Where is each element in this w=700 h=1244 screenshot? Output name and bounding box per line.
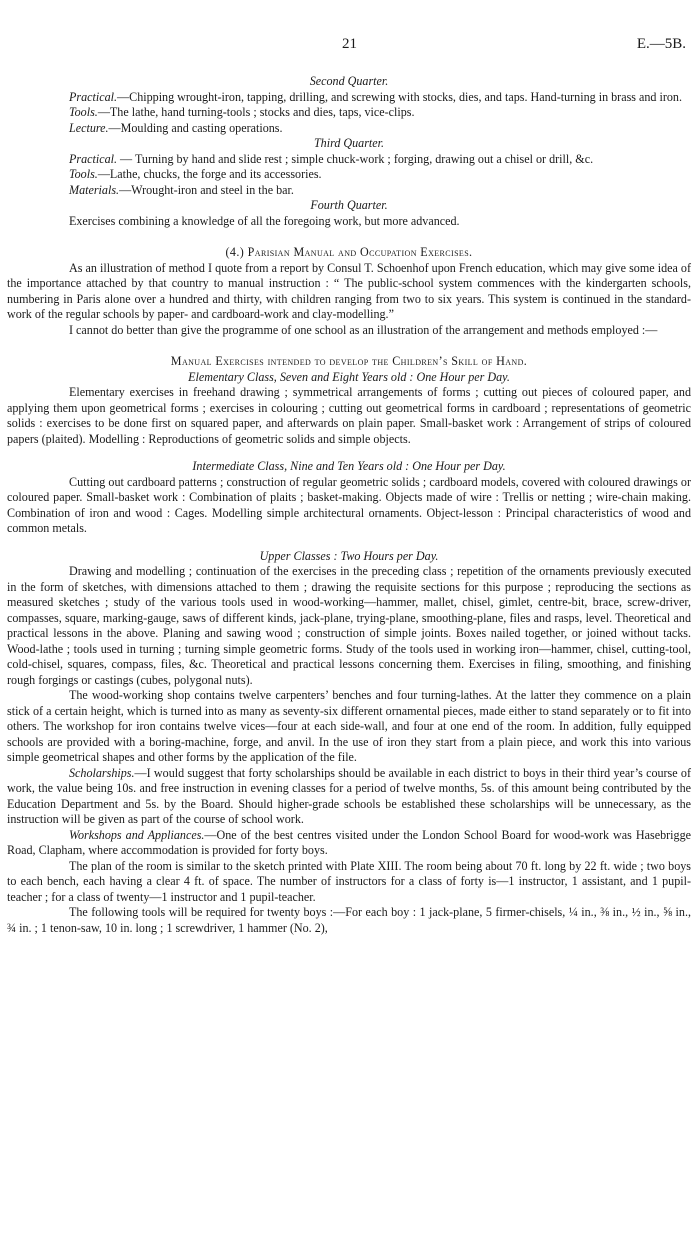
manual-exercises-heading: Manual Exercises intended to develop the Children’s Skill of Hand.: [170, 354, 528, 368]
third-quarter-materials: [7, 183, 691, 199]
lecture-label: Lecture.: [69, 120, 109, 135]
page-header: [0, 36, 700, 58]
parisian-heading: (4.) Parisian Manual and Occupation Exercises.: [225, 245, 473, 259]
practical-text: —Chipping wrought-iron, tapping, drilling, and screwing with stocks, dies, and taps. Hand-turning in brass and iron.: [117, 89, 683, 104]
practical-label: Practical.: [69, 151, 118, 166]
document-reference: E.—5B.: [636, 36, 686, 52]
parisian-paragraph-2: I cannot do better than give the programme of one school as an illustration of the arrangement and methods employed :—: [69, 322, 658, 337]
second-quarter-heading: Second Quarter.: [309, 74, 389, 88]
fourth-quarter-heading: Fourth Quarter.: [310, 198, 388, 212]
second-quarter-tools: [7, 105, 691, 121]
scholarships-text: —I would suggest that forty scholarships should be available in each district to boys in their third year’s course of work, the value being 10s. and free instruction in evening classes for a period of twelve months, 5s. of this amount being contributed by the Education Department and 5s. by the Board. Should higher-grade schools be established these scholarships will be unnecessary, as the instruction will be given as part of the course of school work.: [7, 765, 691, 826]
materials-text: —Wrought-iron and steel in the bar.: [119, 182, 294, 197]
upper-classes-heading: Upper Classes : Two Hours per Day.: [259, 548, 439, 563]
second-quarter-lecture: [7, 121, 691, 137]
room-plan-paragraph: The plan of the room is similar to the sketch printed with Plate XIII. The room being about 70 ft. long by 22 ft. wide ; two boys to each bench, each having a clear 4 ft. of space. The number of instructors for a class of forty is—1 instructor, 1 assistant, and 1 pupil-teacher ; for a class of twenty—1 instructor and 1 pupil-teacher.: [7, 858, 691, 904]
tools-required-paragraph: The following tools will be required for twenty boys :—For each boy : 1 jack-plane, 5 firmer-chisels, ¼ in., ⅜ in., ½ in., ⅝ in., ¾ in. ; 1 tenon-saw, 10 in. long ; 1 screwdriver, 1 hammer (No. 2),: [7, 905, 691, 935]
workshop-paragraph: The wood-working shop contains twelve carpenters’ benches and four turning-lathes. At the latter they commence on a plain stick of a certain height, which is turned into as many as seventy-six different ornamental pieces, made either to stand separately or to fit into others. The workshop for iron contains twelve vices—four at each side-wall, and four at one end of the room. In addition, fully equipped schools are provided with a boring-machine, forge, and anvil. In the use of iron they start from a plain piece, and work this into various simple geometrical shapes and other forms by the application of the file.: [7, 688, 691, 764]
workshops-appliances-text: —One of the best centres visited under the London School Board for wood-work was Hasebrigge Road, Clapham, where accommodation is provided for forty boys.: [7, 827, 691, 857]
elementary-class-text: Elementary exercises in freehand drawing ; symmetrical arrangements of forms ; cutting out pieces of coloured paper, and applying them upon geometrical forms ; exercises in colouring ; cutting out geometrical forms in cardboard ; representations of geometric solids : exercises to be done first on squared paper, and afterwards on plain paper. Small-basket work : Arrangement of strips of coloured papers (plaited). Modelling : Reproductions of geometric solids and simple objects.: [7, 385, 691, 446]
workshops-appliances-paragraph: [7, 828, 691, 859]
tools-label: Tools.: [69, 167, 98, 181]
tools-text: —The lathe, hand turning-tools ; stocks and dies, taps, vice-clips.: [97, 105, 415, 119]
scholarships-label: Scholarships.: [69, 765, 135, 780]
third-quarter-heading: Third Quarter.: [313, 136, 385, 150]
second-quarter-practical: [7, 90, 691, 106]
practical-label: Practical.: [69, 89, 118, 104]
upper-classes-text: Drawing and modelling ; continuation of the exercises in the preceding class ; repetition of the ornaments previously executed in the form of sketches, with dimensions attached to them ; drawing the requisite sections for this purpose ; reproducing the sections as measured sketches ; study of the various tools used in wood-working—hammer, mallet, chisel, gimlet, centre-bit, brace, screw-driver, compasses, square, marking-gauge, saws of different kinds, jack-plane, trying-plane, smoothing-plane, files and rasps, level. Theoretical and practical lessons in the above. Planing and sawing wood ; construction of simple joints. Boxes nailed together, or joined without tacks. Wood-lathe ; tools used in turning ; turning simple geometric forms. Study of the tools used in working iron—hammer, chisel, cutting-tool, cold-chisel, squares, compass, files, &c. Theoretical and practical lessons concerning them. Exercises in filing, smoothing, and finishing rough forgings or castings (cubes, polygonal nuts).: [7, 564, 691, 687]
page-body: [7, 74, 691, 936]
workshops-appliances-label: Workshops and Appliances.: [69, 827, 205, 842]
third-quarter-practical: [7, 152, 691, 168]
lecture-text: —Moulding and casting operations.: [108, 120, 283, 135]
fourth-quarter-text: Exercises combining a knowledge of all the foregoing work, but more advanced.: [69, 213, 460, 228]
elementary-class-heading: Elementary Class, Seven and Eight Years old : One Hour per Day.: [188, 369, 510, 384]
tools-text: —Lathe, chucks, the forge and its accessories.: [97, 167, 322, 181]
intermediate-class-heading: Intermediate Class, Nine and Ten Years old : One Hour per Day.: [192, 459, 506, 473]
third-quarter-tools: [7, 167, 691, 183]
parisian-paragraph-1: As an illustration of method I quote from a report by Consul T. Schoenhof upon French education, which may give some idea of the importance attached by that country to manual instruction : “ The public-school system commences with the kindergarten schools, numbering in Paris alone over a hundred and thirty, with children ranging from two to six years. This system is continued in the standard-work of the regular schools by paper- and cardboard-work and clay-modelling.”: [7, 260, 691, 321]
tools-label: Tools.: [69, 105, 98, 119]
intermediate-class-text: Cutting out cardboard patterns ; construction of regular geometric solids ; cardboard models, covered with coloured drawings or coloured paper. Small-basket work : Combination of plaits ; basket-making. Objects made of wire : Trellis or netting ; wire-chain making. Combination of iron and wood : Cages. Modelling simple architectural ornaments. Object-lesson : Principal characteristics of wood and common metals.: [7, 474, 691, 535]
practical-text: — Turning by hand and slide rest ; simple chuck-work ; forging, drawing out a chisel or drill, &c.: [117, 151, 594, 166]
materials-label: Materials.: [69, 182, 120, 197]
scholarships-paragraph: [7, 766, 691, 828]
page-number: 21: [342, 36, 357, 52]
